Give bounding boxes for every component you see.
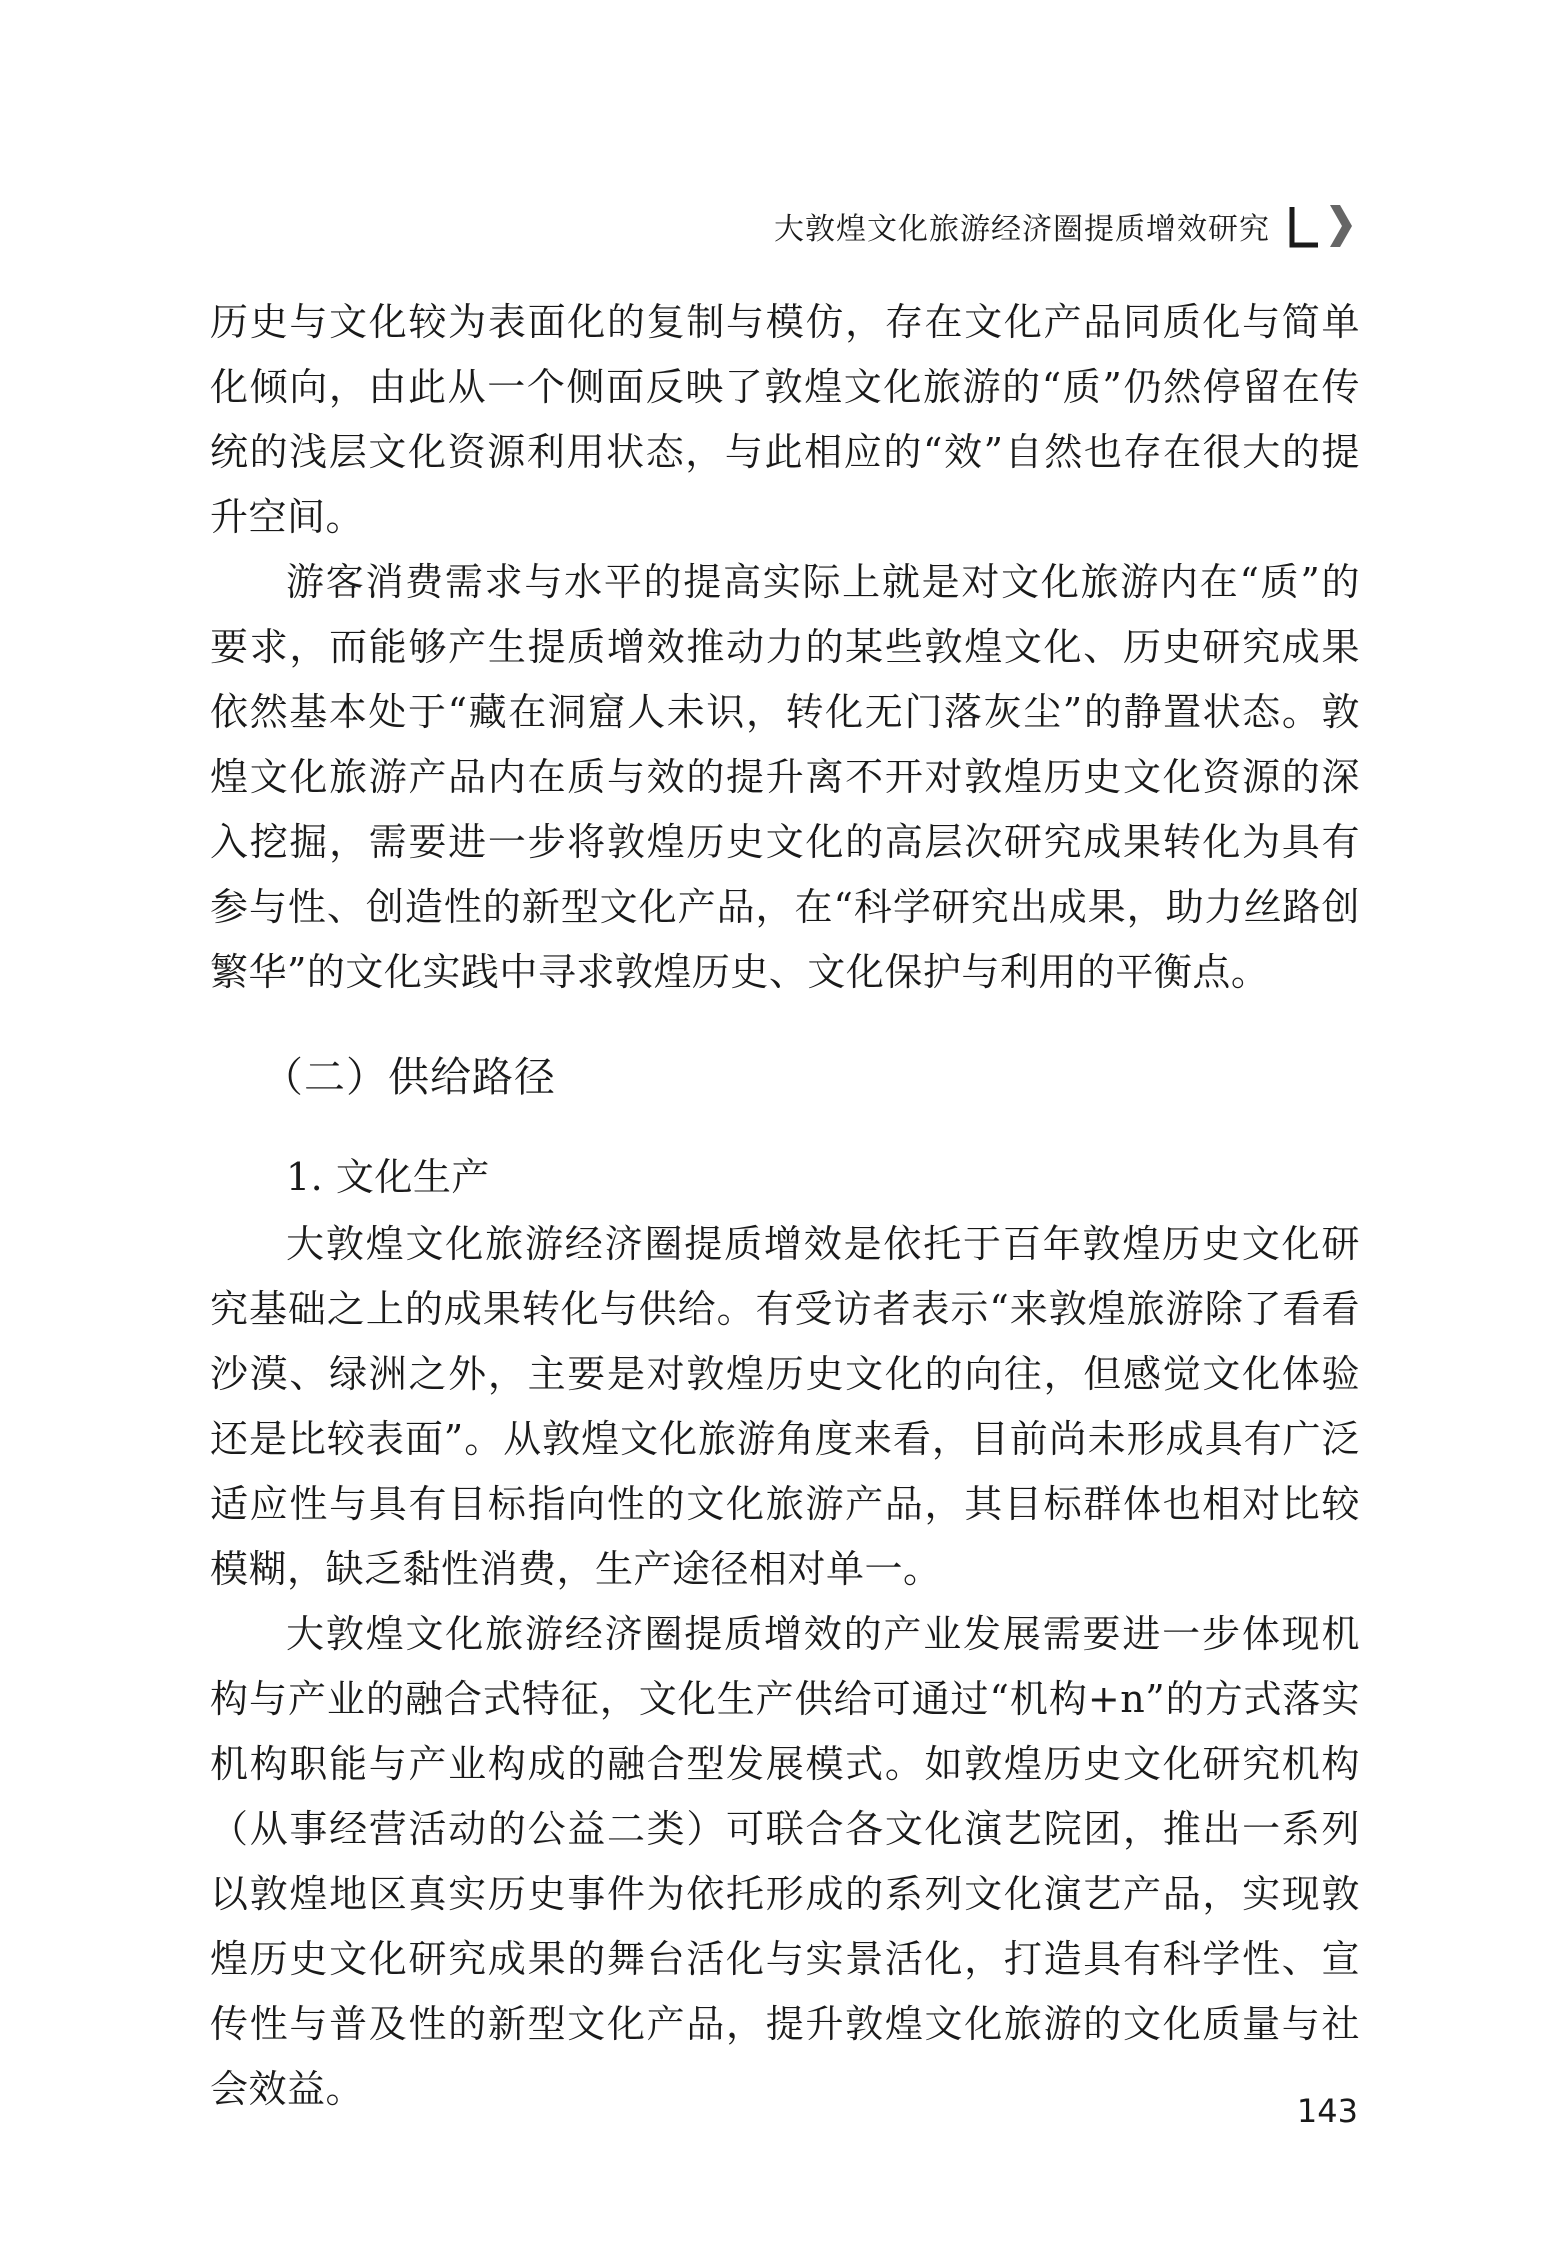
paragraph: 大敦煌文化旅游经济圈提质增效的产业发展需要进一步体现机构与产业的融合式特征，文化生产供给可通过“机构+n”的方式落实机构职能与产业构成的融合型发展模式。如敦煌历史文化研究机构（从事经营活动的公益二类）可联合各文化演艺院团，推出一系列以敦煌地区真实历史事件为依托形成的系列文化演艺产品，实现敦煌历史文化研究成果的舞台活化与实景活化，打造具有科学性、宣传性与普及性的新型文化产品，提升敦煌文化旅游的文化质量与社会效益。 (210, 1612, 1360, 2111)
sub-heading: 1. 文化生产 (286, 1155, 490, 1199)
section-heading: （二）供给路径 (262, 1053, 556, 1101)
running-title: 大敦煌文化旅游经济圈提质增效研究 (774, 212, 1270, 247)
paragraph: 大敦煌文化旅游经济圈提质增效是依托于百年敦煌历史文化研究基础之上的成果转化与供给。有受访者表示“来敦煌旅游除了看看沙漠、绿洲之外，主要是对敦煌历史文化的向往，但感觉文化体验还是比较表面”。从敦煌文化旅游角度来看，目前尚未形成具有广泛适应性与具有目标指向性的文化旅游产品，其目标群体也相对比较模糊，缺乏黏性消费，生产途径相对单一。 (210, 1222, 1360, 1591)
paragraph: 历史与文化较为表面化的复制与模仿，存在文化产品同质化与简单化倾向，由此从一个侧面反映了敦煌文化旅游的“质”仍然停留在传统的浅层文化资源利用状态，与此相应的“效”自然也存在很大的提升空间。 (210, 300, 1360, 539)
running-header (774, 196, 1356, 256)
page-number: 143 (1296, 2092, 1358, 2130)
chapter-arrow-icon (1288, 199, 1356, 253)
page-body (210, 290, 1360, 2122)
paragraph: 游客消费需求与水平的提高实际上就是对文化旅游内在“质”的要求，而能够产生提质增效推动力的某些敦煌文化、历史研究成果依然基本处于“藏在洞窟人未识，转化无门落灰尘”的静置状态。敦煌文化旅游产品内在质与效的提升离不开对敦煌历史文化资源的深入挖掘，需要进一步将敦煌历史文化的高层次研究成果转化为具有参与性、创造性的新型文化产品，在“科学研究出成果，助力丝路创繁华”的文化实践中寻求敦煌历史、文化保护与利用的平衡点。 (210, 560, 1360, 994)
